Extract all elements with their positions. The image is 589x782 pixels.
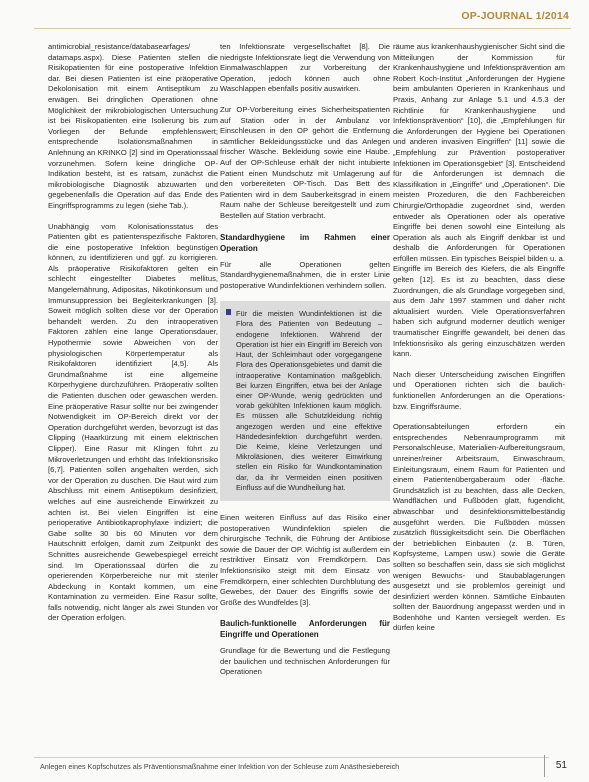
paragraph: Für alle Operationen gelten Standardhygienemaßnahmen, die in erster Linie postoperative Wundinfektionen verhindern sollen. (220, 259, 390, 290)
section-heading: Standardhygiene im Rahmen einer Operation (220, 232, 390, 253)
paragraph: ten Infektionsrate vergesellschaftet [8]. Die niedrigste Infektionsrate liegt die Verwendung von Einmalwaschlappen zur Vorbereitung der Operation, jedoch können auch ohne Waschlappen ebenfalls positiv auswirken. (220, 42, 390, 94)
column-2 (220, 42, 390, 688)
page-number: 51 (555, 760, 567, 771)
paragraph: Einen weiteren Einfluss auf das Risiko einer postoperativen Wundinfektion spielen die chirurgische Technik, die Führung der Antibiose sowie die Dauer der OP. Wichtig ist außerdem ein restriktiver Einsatz von Fremdkörpern. Das Infektionsrisiko steigt mit dem Einsatz von Fremdkörpern, einer schlechten Durchblutung des Gewebes, der Dauer des Eingriffs sowie der Größe des Wundfeldes [3]. (220, 512, 390, 607)
callout-text: Für die meisten Wundinfektionen ist die Flora des Patienten von Bedeutung – endogene Infektionen. Während der Operation ist hier ein Eingriff im Bereich von Haut, der Schleimhaut oder vorgegangene Flora des Operationsgebietes und damit die intraoperative Kontamination maßgeblich. Bei kurzen Eingriffen, etwa bei der Anlage einer OP-Wunde, wenig gedrückten und vorab gekühlten Infektionen kaum möglich. Es müssen alle Schutzkleidung richtig angezogen werden und eine effektive Händedesinfektion durchgeführt werden. Die Keime, kleine Verletzungen und Mikroläsionen, dies weiterer Einwirkung stellen ein Risiko für Wundkontamination dar, da ihr Vermeiden einen positiven Einfluss auf die Wundheilung hat. (236, 309, 382, 492)
callout-box (220, 301, 390, 501)
column-1 (48, 42, 218, 634)
callout-marker-icon (226, 309, 231, 315)
footer-rule (34, 757, 549, 758)
figure-caption: Anlegen eines Kopfschutzes als Präventionsmaßnahme einer Infektion von der Schleuse zum Anästhesiebereich (40, 762, 400, 771)
page-header (0, 0, 589, 30)
paragraph: Unabhängig vom Kolonisationsstatus des Patienten gibt es patientenspezifische Faktoren, die eine postoperative Infektion begünstigen können, zu identifizieren und ggf. zu korrigieren. Als präoperative Risikofaktoren gelten ein schlecht eingestellter Diabetes mellitus, Mangelernährung, Adipositas, Nikotinkonsum und Immunsuppression bei Begleiterkrankungen [3]. Soweit möglich sollten diese vor der Operation behandelt werden. Zu den intraoperativen Faktoren zählen eine lange Operationsdauer, Hypothermie sowie Abweichen von der physiologischen Körpertemperatur als Risikofaktoren identifiziert [4,5]. Als Grundmaßnahme ist eine allgemeine Körperhygiene durchzuführen. Präoperativ sollten die Patienten duschen oder gewaschen werden. Eine präoperative Rasur sollte nur bei zwingender Notwendigkeit im OP-Bereich direkt vor der Operation durchgeführt werden, bevorzugt ist das Clipping (Haarkürzung mit einem elektrischen Clipper). Eine Rasur mit Klingen führt zu Mikroverletzungen und erhöht das Infektionsrisiko [6,7]. Patienten sollen angehalten werden, sich vor der Operation zu duschen. Die Haut wird zum Abschluss mit einem Antiseptikum desinfiziert, welches auf eine ausreichende Einwirkzeit zu achten ist. Bei vielen Eingriffen ist eine perioperative Antibiotikaprophylaxe indiziert; die Gabe sollte 30 bis 60 Minuten vor dem Hautschnitt erfolgen, damit zum Zeitpunkt des Schnittes ausreichende Gewebespiegel erreicht sind. Im Operationssaal dürfen die zu operierenden Körperbereiche nur mit steriler Abdeckung in Kontakt kommen, um eine Kontamination zu vermeiden. Eine Rasur sollte, falls notwendig, nicht länger als zwei Stunden vor der Operation erfolgen. (48, 221, 218, 623)
page-number-divider (544, 755, 545, 777)
paragraph: Grundlage für die Bewertung und die Festlegung der baulichen und technischen Anforderungen für Operationen (220, 646, 390, 677)
section-heading: Baulich-funktionelle Anforderungen für Eingriffe und Operationen (220, 619, 390, 640)
paragraph: räume aus krankenhaushygienischer Sicht sind die Mitteilungen der Kommission für Krankenhaushygiene und Infektionsprävention am Robert Koch-Institut „Anforderungen der Hygiene beim ambulanten Operieren in Krankenhaus und Praxis, Anhang zur Anlage 5.1 und 4.5.3 der Richtlinie für Krankenhaushygiene und Infektionsprävention“ [10], die „Empfehlungen für die Anforderungen der Hygiene bei Operationen und anderen invasiven Eingriffen“ [11] sowie die „Empfehlung zur Prävention postoperativer Infektionen im Operationsgebiet“ [3]. Entscheidend für die Anforderungen ist demnach die Klassifikation in „Eingriffe“ und „Operationen“. Die meisten Prozeduren, die den Fachbereichen Chirurgie/Orthopädie zugeordnet sind, werden entweder als Operationen oder als operative Eingriffe bei denen sowohl eine Einteilung als Operation als auch als Eingriff denkbar ist und deshalb die Anforderungen für Operationen erfüllen müssen. Ein typisches Beispiel bilden u. a. Eingriffe im Bereich des Kiefers, die als Eingriffe gelten [12]. Es ist zu beachten, dass diese Zuordnungen, die als Grundlage vorgegeben sind, aus dem Jahr 1997 stammen und daher nicht aktualisiert wurden. Viele Operationsverfahren haben sich aufgrund moderner deutlich weniger traumatischer Eingriffe gewandelt, bei denen das Infektionsrisiko als gering einzuschätzen werden kann. (393, 42, 565, 359)
paragraph: Nach dieser Unterscheidung zwischen Eingriffen und Operationen richten sich die baulich-funktionellen Anforderungen an die Operations- bzw. Eingriffsräume. (393, 369, 565, 411)
paragraph: Operationsabteilungen erfordern ein entsprechendes Nebenraumprogramm mit Personalschleuse, Materialien-Aufbereitungsraum, unreiner/reiner Arbeitsraum, Einwaschraum, Einleitungsraum, einem Raum für Patienten und einem Patientenübergaberaum oder -fläche. Grundsätzlich ist zu beachten, dass alle Decken, Wandflächen und Fußböden glatt, fugendicht, abwaschbar und desinfektionsmittelbeständig ausgeführt werden. Die Fußböden müssen zusätzlich flüssigkeitsdicht sein. Die Oberflächen der betrieblichen Einbauten (z. B. Türen, Kopfsysteme, Lampen usw.) sowie die Geräte sollten so beschaffen sein, dass sie sich möglichst wenigen Bewuchs- und Staubablagerungen ausgesetzt und sie problemlos gereinigt und desinfiziert werden können. Sämtliche Einbauten sollten der Bauordnung angepasst werden und in Bodenhöhe und Kanten versiegelt werden. Es dürfen keine (393, 422, 565, 633)
column-3 (393, 42, 565, 644)
journal-label: OP-JOURNAL 1/2014 (461, 10, 569, 22)
paragraph: antimicrobial_resistance/databasearfages/ datamaps.aspx). Diese Patienten stellen die Risikopatienten für eine postoperative Infektion dar. Bei diesen Patienten ist eine präoperative Dekolonisation mit einem Antiseptikum zu erwägen. Bei dringlichen Operationen ohne Möglichkeit der mikrobiologischen Untersuchung ist bei Risikopatienten eine Isolierung bis zum Vorliegen der Befunde empfehlenswert; entsprechende Isolationsmaßnahmen in Anlehnung an KRINKO [2] sind im Operationssaal vorzunehmen. Sofern keine dringliche OP-Indikation besteht, ist es ratsam, zunächst die mikrobiologische Diagnostik abzuwarten und gegebenenfalls die Operation auf das Ende des Eingriffsprogramms zu legen (siehe Tab.). (48, 42, 218, 210)
paragraph: Zur OP-Vorbereitung eines Sicherheitspatienten auf Station oder in der Ambulanz vor Einschleusen in den OP gehört die Entfernung sämtlicher Bekleidungsstücke und das Anlegen frischer Wäsche. Bekleidung sowie eine Haube. Auf der OP-Schleuse erhält der nicht intubierte Patient einen Mundschutz mit Umlagerung auf den vorbereiteten OP-Tisch. Das Bett des Patienten wird in dem Sauberkeitsgrad in einem Raum nahe der Schleuse bereitgestellt und zum Bestellen auf Station verbracht. (220, 104, 390, 220)
header-rule (34, 28, 571, 29)
